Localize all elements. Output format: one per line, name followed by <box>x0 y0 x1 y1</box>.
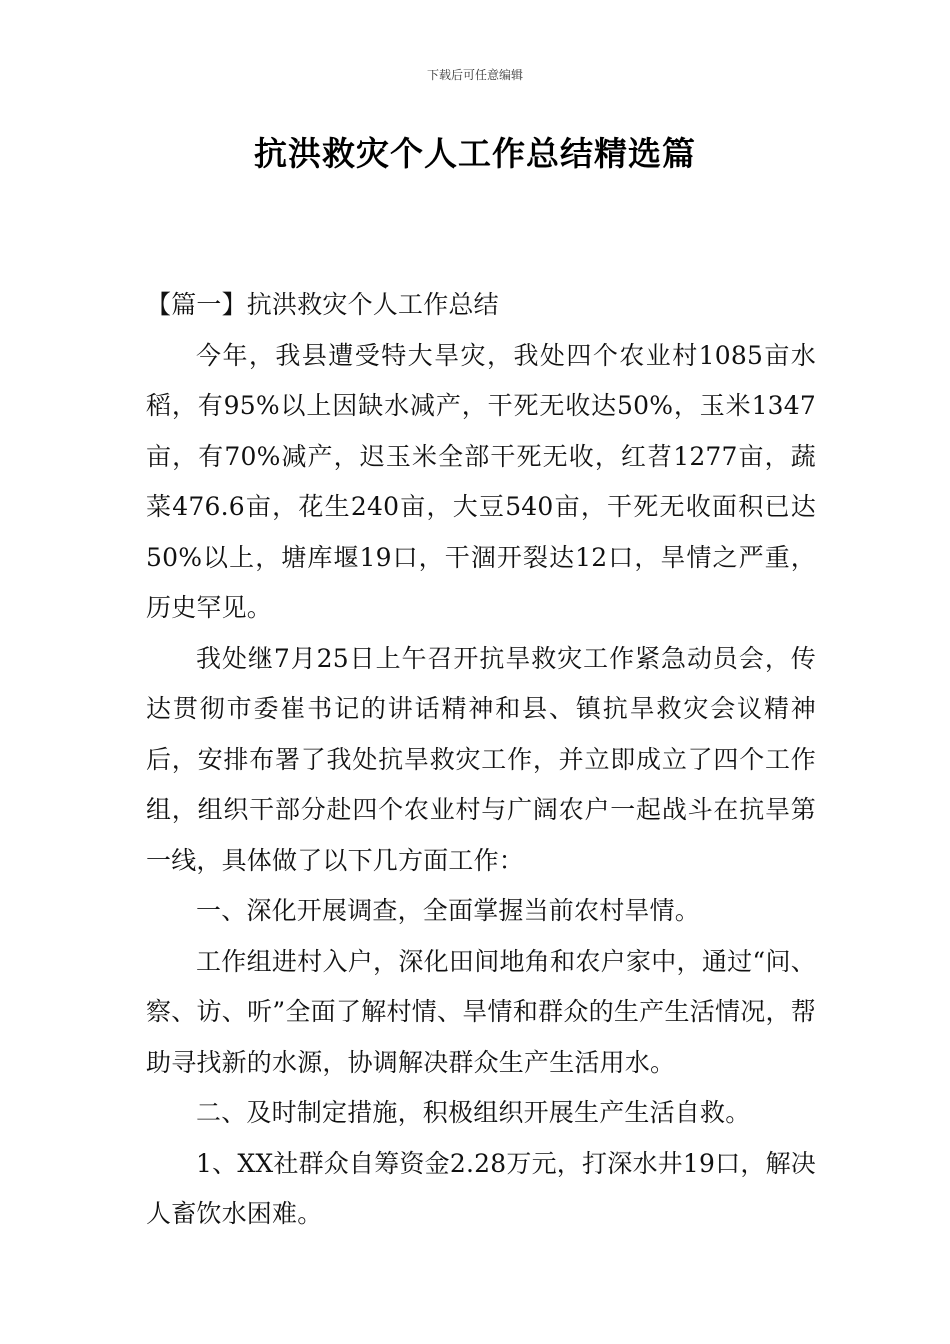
section-heading: 【篇一】抗洪救灾个人工作总结 <box>146 290 499 319</box>
paragraph-survey-detail: 工作组进村入户，深化田间地角和农户家中，通过“问、察、访、听”全面了解村情、旱情和群众的生产生活情况，帮助寻找新的水源，协调解决群众生产生活用水。 <box>146 946 816 1077</box>
document-title: 抗洪救灾个人工作总结精选篇 <box>254 134 696 173</box>
paragraph-heading-measures: 二、及时制定措施，积极组织开展生产生活自救。 <box>196 1098 751 1127</box>
document-body <box>146 280 816 1240</box>
paragraph-mobilization: 我处继7月25日上午召开抗旱救灾工作紧急动员会，传达贯彻市委崔书记的讲话精神和县、镇抗旱救灾会议精神后，安排布署了我处抗旱救灾工作，并立即成立了四个工作组，组织干部分赴四个农业村与广阔农户一起战斗在抗旱第一线，具体做了以下几方面工作： <box>146 643 816 875</box>
header-note: 下载后可任意编辑 <box>426 68 523 82</box>
paragraph-drought-overview: 今年，我县遭受特大旱灾，我处四个农业村1085亩水稻，有95%以上因缺水减产，干死无收达50%，玉米1347亩，有70%减产，迟玉米全部干死无收，红苕1277亩，蔬菜476.6亩，花生240亩，大豆540亩，干死无收面积已达50%以上，塘库堰19口，干涸开裂达12口，旱情之严重，历史罕见。 <box>146 340 816 622</box>
paragraph-measure-item-1: 1、XX社群众自筹资金2.28万元，打深水井19口，解决人畜饮水困难。 <box>146 1148 816 1228</box>
paragraph-heading-survey: 一、深化开展调查，全面掌握当前农村旱情。 <box>196 896 701 925</box>
